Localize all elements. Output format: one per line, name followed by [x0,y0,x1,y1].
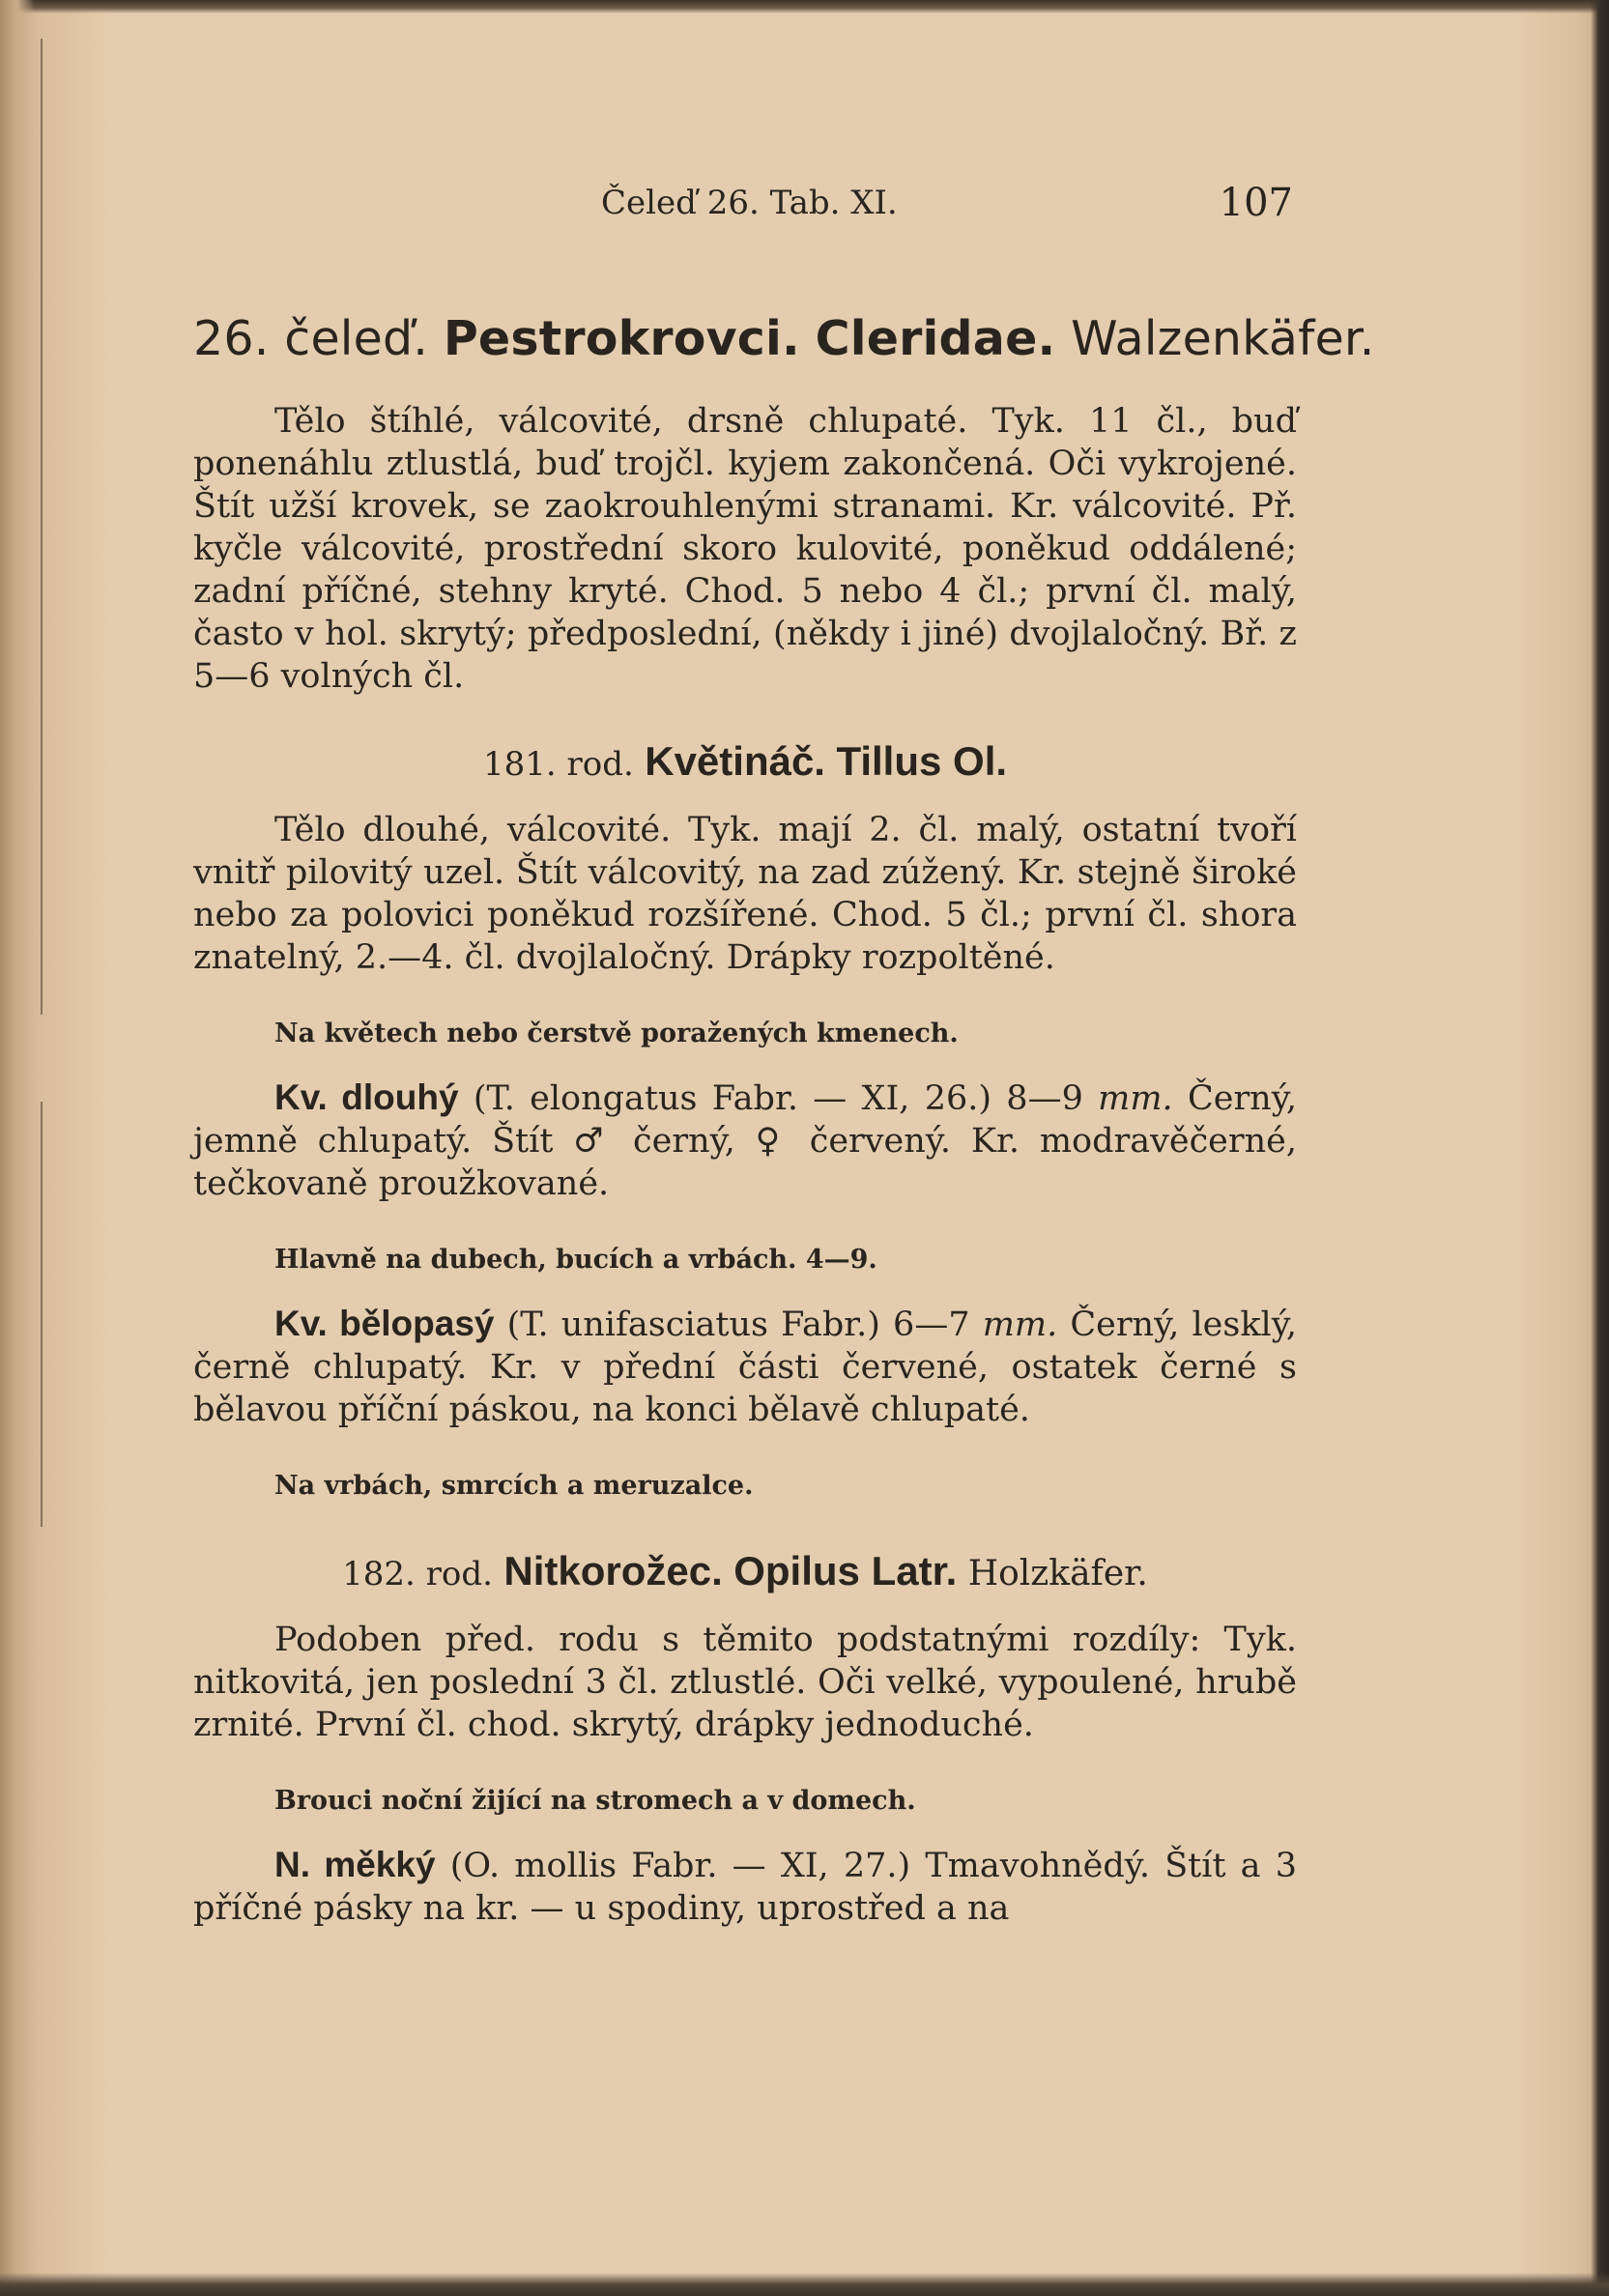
species-habitat-note-unifasciatus: Na vrbách, smrcích a meruzalce. [274,1471,754,1501]
genus-latin-name: Tillus Ol. [836,738,1008,784]
species-synonym: (T. unifasciatus Fabr.) 6—7 [506,1306,970,1344]
species-name: Kv. dlouhý [274,1077,459,1117]
left-margin-rule-lower [41,1102,43,1527]
genus-habitat-note-opilus: Brouci noční žijící na stromech a v domech. [274,1786,916,1816]
page-content [193,174,1375,1964]
species-name: Kv. bělopasý [274,1304,495,1343]
top-page-edge [0,0,1609,14]
genus-czech-name: Nitkorožec. [503,1548,723,1593]
genus-habitat-note-tillus: Na květech nebo čerstvě poražených kmenech. [274,1019,959,1048]
species-synonym: (T. elongatus Fabr. — XI, 26.) 8—9 [473,1079,1083,1118]
species-entry-unifasciatus [193,1303,1297,1431]
species-description: Černý, lesklý, černě chlupatý. Kr. v přední části červené, ostatek černé s bělavou příční páskou, na konci bělavě chlupaté. [193,1306,1297,1429]
genus-german-name: Holzkäfer. [967,1554,1148,1593]
genus-latin-name: Opilus Latr. [733,1548,958,1593]
species-entry-mollis [193,1844,1297,1930]
species-name: N. měkký [274,1845,436,1884]
species-size-unit: mm. [982,1306,1058,1344]
species-size-unit: mm. [1098,1079,1173,1118]
family-german-name: Walzenkäfer. [1071,311,1375,366]
family-description: Tělo štíhlé, válcovité, drsně chlupaté. Tyk. 11 čl., buď ponenáhlu ztlustlá, buď trojčl. kyjem zakončená. Oči vykrojené. Štít užší krovek, se zaokrouhlenými stranami. Kr. válcovité. Př. kyčle válcovité, prostřední skoro kulovité, poněkud oddálené; zadní příčné, stehny kryté. Chod. 5 nebo 4 čl.; první čl. malý, často v hol. skrytý; předposlední, (někdy i jiné) dvojlaločný. Bř. z 5—6 volných čl. [193,402,1297,696]
right-page-edge [1591,0,1609,2296]
genus-description-tillus: Tělo dlouhé, válcovité. Tyk. mají 2. čl. malý, ostatní tvoří vnitř pilovitý uzel. Štít válcovitý, na zad zúžený. Kr. stejně široké nebo za polovici poněkud rozšířené. Chod. 5 čl.; první čl. shora znatelný, 2.—4. čl. dvojlaločný. Drápky rozpoltěné. [193,811,1297,977]
genus-czech-name: Květináč. [645,738,825,784]
genus-heading-tillus [193,734,1297,791]
genus-number: 181. rod. [482,745,634,784]
left-margin-rule [41,39,43,1015]
spine-shadow [0,0,35,2296]
species-habitat-note-elongatus: Hlavně na dubech, bucích a vrbách. 4—9. [274,1245,877,1275]
genus-heading-opilus [193,1544,1297,1601]
family-heading [193,311,1375,367]
bottom-page-edge [0,2273,1609,2296]
running-head [193,174,1297,232]
species-description: (O. mollis Fabr. — XI, 27.) Tmavohnědý. Štít a 3 příčné pásky na kr. — u spodiny, uprostřed a na [193,1847,1297,1928]
genus-description-opilus: Podoben před. rodu s těmito podstatnými rozdíly: Tyk. nitkovitá, jen poslední 3 čl. ztlustlé. Oči velké, vypoulené, hrubě zrnité. První čl. chod. skrytý, drápky jednoduché. [193,1621,1297,1744]
family-czech-name: Pestrokrovci. [443,311,800,366]
species-entry-elongatus [193,1076,1297,1205]
running-title: Čeleď 26. Tab. XI. [601,184,898,222]
family-number: 26. čeleď. [193,311,429,366]
genus-number: 182. rod. [342,1555,493,1593]
species-description: Černý, jemně chlupatý. Štít ♂ černý, ♀ červený. Kr. modravěčerné, tečkovaně proužkované. [193,1079,1297,1203]
family-latin-name: Cleridae. [815,311,1056,366]
page-number: 107 [1219,181,1293,225]
